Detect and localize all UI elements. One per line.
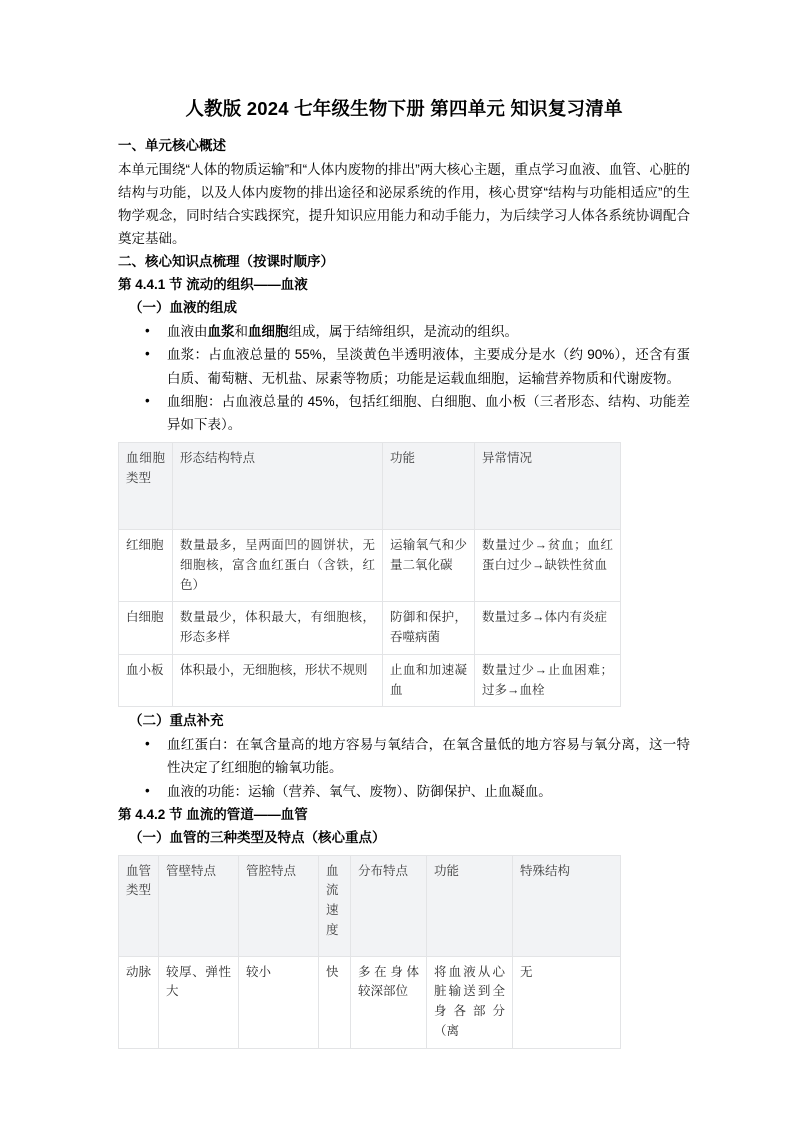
cell-function: 止血和加速凝血	[383, 654, 475, 707]
heading-lesson-442: 第 4.4.2 节 血流的管道——血管	[118, 806, 308, 822]
heading-441-key-supplement: （二）重点补充	[129, 713, 224, 729]
cell-abnormal: 数量过少→贫血；血红蛋白过少→缺铁性贫血	[475, 530, 621, 602]
cell-function: 运输氧气和少量二氧化碳	[383, 530, 475, 602]
column-header-function: 功能	[383, 443, 475, 530]
list-item: • 血细胞：占血液总量的 45%，包括红细胞、白细胞、血小板（三者形态、结构、功能差异如下表）。	[118, 390, 690, 436]
overview-paragraph: 本单元围绕“人体的物质运输”和“人体内废物的排出”两大核心主题，重点学习血液、血管、心脏的结构与功能，以及人体内废物的排出途径和泌尿系统的作用，核心贯穿“结构与功能相适应”的生物学观念，同时结合实践探究，提升知识应用能力和动手能力，为后续学习人体各系统协调配合奠定基础。	[118, 161, 690, 247]
column-header-lumen: 管腔特点	[239, 855, 319, 956]
bullet-list-key-supplement	[118, 733, 690, 803]
cell-abnormal: 数量过多→体内有炎症	[475, 602, 621, 655]
blood-cell-table	[118, 442, 621, 707]
column-header-distribution: 分布特点	[351, 855, 427, 956]
heading-lesson-441: 第 4.4.1 节 流动的组织——血液	[118, 277, 308, 293]
bullet-text-mid: 和	[234, 324, 248, 340]
bullet-list-blood-composition	[118, 320, 690, 436]
list-item: • 血红蛋白：在氧含量高的地方容易与氧结合，在氧含量低的地方容易与氧分离，这一特性决定了红细胞的输氧功能。	[118, 733, 690, 779]
table-row	[119, 956, 621, 1048]
table-header-row	[119, 855, 621, 956]
cell-speed: 快	[319, 956, 351, 1048]
cell-type: 红细胞	[119, 530, 173, 602]
column-header-cell-type: 血细胞类型	[119, 443, 173, 530]
cell-special-structure: 无	[513, 956, 621, 1048]
table-header-row	[119, 443, 621, 530]
table-row	[119, 602, 621, 655]
cell-morphology: 数量最少，体积最大，有细胞核，形态多样	[173, 602, 383, 655]
cell-function: 将血液从心脏输送到全身各部分（离	[427, 956, 513, 1048]
cell-type: 血小板	[119, 654, 173, 707]
list-item	[118, 320, 690, 343]
cell-vessel-type: 动脉	[119, 956, 159, 1048]
page-title: 人教版 2024 七年级生物下册 第四单元 知识复习清单	[185, 98, 623, 119]
heading-knowledge-points: 二、核心知识点梳理（按课时顺序）	[118, 254, 334, 270]
table-row	[119, 654, 621, 707]
cell-distribution: 多在身体较深部位	[351, 956, 427, 1048]
column-header-speed: 血流速度	[319, 855, 351, 956]
bullet-text-bold-bloodcells: 血细胞	[248, 324, 289, 340]
vessel-table	[118, 855, 621, 1049]
column-header-abnormal: 异常情况	[475, 443, 621, 530]
list-item: • 血液的功能：运输（营养、氧气、废物）、防御保护、止血凝血。	[118, 780, 690, 803]
table-row	[119, 530, 621, 602]
bullet-text-bold-plasma: 血浆	[207, 324, 235, 340]
column-header-morphology: 形态结构特点	[173, 443, 383, 530]
cell-function: 防御和保护，吞噬病菌	[383, 602, 475, 655]
cell-morphology: 数量最多，呈两面凹的圆饼状，无细胞核，富含血红蛋白（含铁，红色）	[173, 530, 383, 602]
heading-441-blood-composition: （一）血液的组成	[129, 300, 237, 316]
bullet-text-lead: 血液由	[167, 324, 208, 340]
column-header-function: 功能	[427, 855, 513, 956]
bullet-text-tail: 组成，属于结缔组织，是流动的组织。	[288, 324, 518, 340]
cell-abnormal: 数量过少→止血困难；过多→血栓	[475, 654, 621, 707]
cell-morphology: 体积最小，无细胞核，形状不规则	[173, 654, 383, 707]
heading-442-vessel-types: （一）血管的三种类型及特点（核心重点）	[129, 829, 386, 845]
cell-lumen: 较小	[239, 956, 319, 1048]
cell-type: 白细胞	[119, 602, 173, 655]
column-header-vessel-type: 血管类型	[119, 855, 159, 956]
column-header-special-structure: 特殊结构	[513, 855, 621, 956]
cell-wall: 较厚、弹性大	[159, 956, 239, 1048]
column-header-wall: 管壁特点	[159, 855, 239, 956]
list-item: • 血浆：占血液总量的 55%，呈淡黄色半透明液体，主要成分是水（约 90%），还含有蛋白质、葡萄糖、无机盐、尿素等物质；功能是运载血细胞，运输营养物质和代谢废物。	[118, 343, 690, 389]
heading-overview: 一、单元核心概述	[118, 137, 226, 153]
